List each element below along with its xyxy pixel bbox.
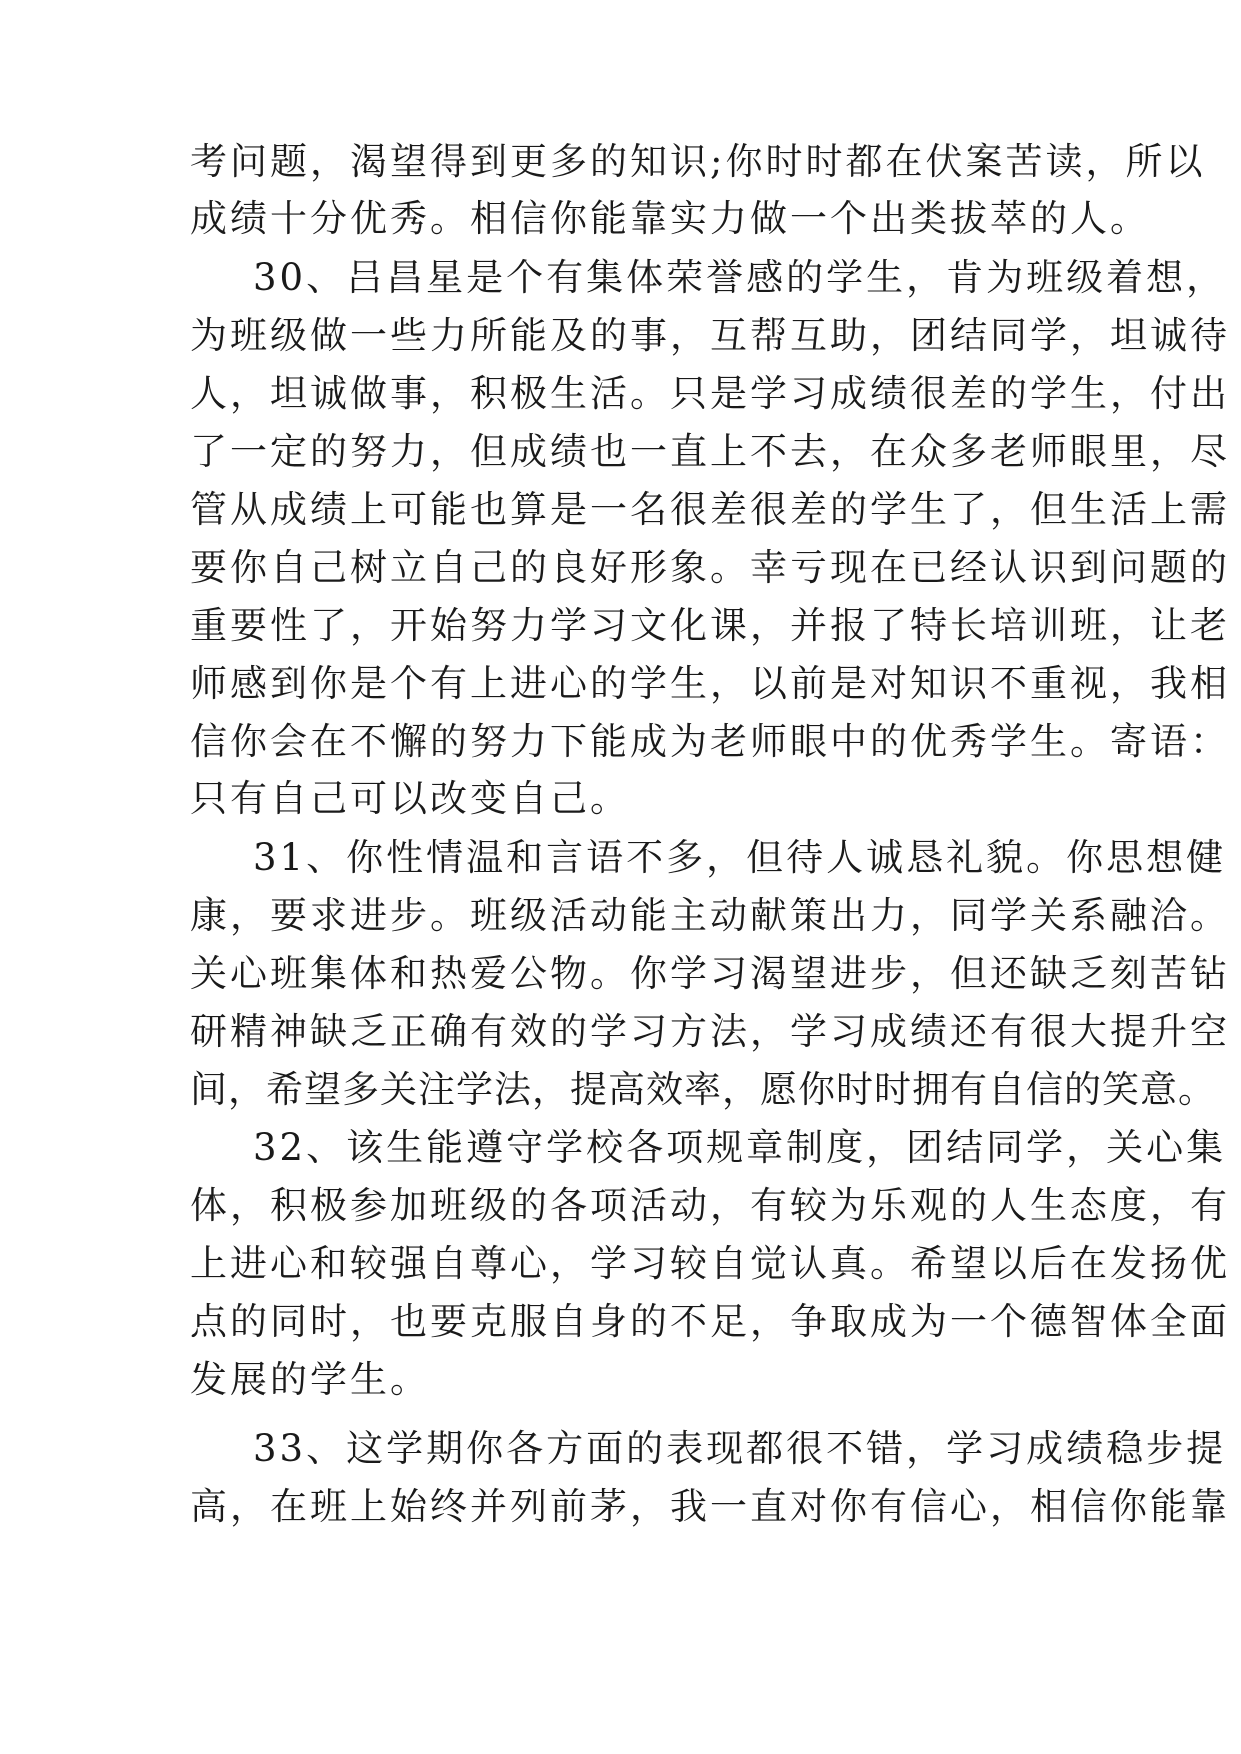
text-line: 关心班集体和热爱公物。你学习渴望进步，但还缺乏刻苦钻 [190, 952, 1230, 995]
text-line: 高，在班上始终并列前茅，我一直对你有信心，相信你能靠 [190, 1485, 1230, 1528]
text-line: 重要性了，开始努力学习文化课，并报了特长培训班，让老 [190, 604, 1230, 647]
text-line: 为班级做一些力所能及的事，互帮互助，团结同学，坦诚待 [190, 314, 1230, 357]
text-line: 点的同时，也要克服自身的不足，争取成为一个德智体全面 [190, 1300, 1230, 1343]
text-line: 成绩十分优秀。相信你能靠实力做一个出类拔萃的人。 [190, 197, 1150, 240]
text-line: 师感到你是个有上进心的学生，以前是对知识不重视，我相 [190, 662, 1230, 705]
text-line: 只有自己可以改变自己。 [190, 777, 630, 820]
text-line: 发展的学生。 [190, 1358, 430, 1401]
paragraph-start-line: 30、吕昌星是个有集体荣誉感的学生，肯为班级着想， [253, 256, 1227, 299]
text-line: 间，希望多关注学法，提高效率，愿你时时拥有自信的笑意。 [190, 1068, 1216, 1111]
text-line: 上进心和较强自尊心，学习较自觉认真。希望以后在发扬优 [190, 1242, 1230, 1285]
text-line: 管从成绩上可能也算是一名很差很差的学生了，但生活上需 [190, 488, 1230, 531]
text-line: 考问题，渴望得到更多的知识;你时时都在伏案苦读，所以 [190, 140, 1206, 183]
text-line: 了一定的努力，但成绩也一直上不去，在众多老师眼里，尽 [190, 430, 1230, 473]
text-line: 体，积极参加班级的各项活动，有较为乐观的人生态度，有 [190, 1184, 1230, 1227]
text-line: 人，坦诚做事，积极生活。只是学习成绩很差的学生，付出 [190, 372, 1230, 415]
paragraph-start-line: 33、这学期你各方面的表现都很不错，学习成绩稳步提 [253, 1427, 1227, 1470]
paragraph-start-line: 31、你性情温和言语不多，但待人诚恳礼貌。你思想健 [253, 836, 1227, 879]
text-line: 要你自己树立自己的良好形象。幸亏现在已经认识到问题的 [190, 546, 1230, 589]
text-line: 信你会在不懈的努力下能成为老师眼中的优秀学生。寄语： [190, 720, 1230, 763]
text-line: 康，要求进步。班级活动能主动献策出力，同学关系融洽。 [190, 894, 1230, 937]
paragraph-start-line: 32、该生能遵守学校各项规章制度，团结同学，关心集 [253, 1126, 1227, 1169]
text-line: 研精神缺乏正确有效的学习方法，学习成绩还有很大提升空 [190, 1010, 1230, 1053]
